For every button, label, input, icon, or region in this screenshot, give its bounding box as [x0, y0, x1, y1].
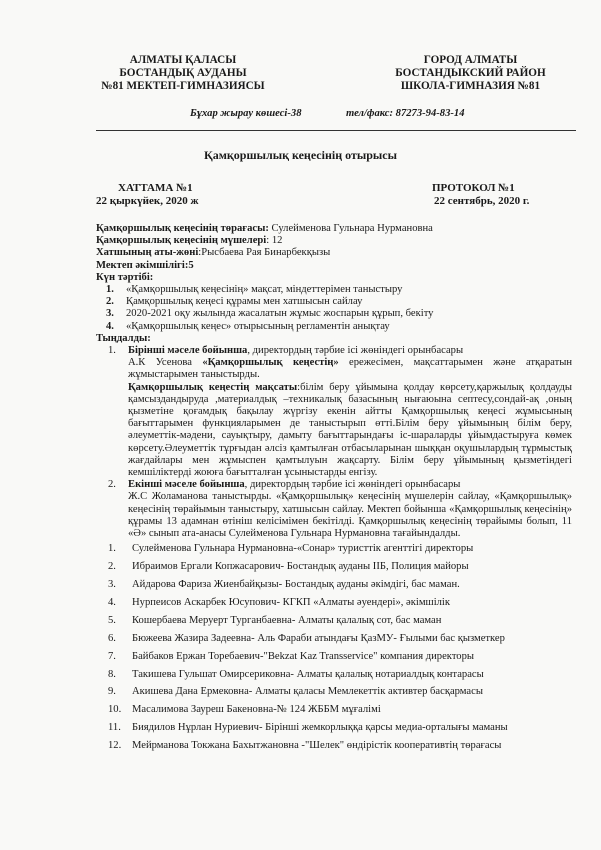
chair-label: Қамқоршылық кеңесінің төрағасы:: [96, 223, 269, 234]
members-label: Қамқоршылық кеңесінің мүшелері: [96, 235, 267, 247]
header-left: [98, 54, 268, 93]
list-item: 3. 2020-2021 оқу жылында жасалатын жұмыс жоспарын құрып, бекіту: [106, 308, 434, 320]
header-divider: [96, 130, 576, 131]
protocol-kz-label: ХАТТАМА №1: [118, 182, 193, 194]
list-item: 7. Байбаков Ержан Торебаевич-"Bekzat Kaz Transservice" компания директоры: [108, 650, 475, 662]
item2-body: Ж.С Жоламанова таныстырды. «Қамқоршылық» кеңесінің мүшелерін сайлау, «Қамқоршылық» кеңесінің төрайымын таныстыру, хатшысын сайлау. Мектеп бойынша «Қамқоршылық кеңесінің» құрамы 13 адамнан өтініш келісімімен бекітілді. Қамқоршылық кеңесінің төрайымы болып, 11 «Ә» сынып ата-анасы Сулейменова Гульнара Нурмановна тағайындалды.: [128, 491, 572, 540]
header-right-city: ГОРОД АЛМАТЫ: [423, 54, 518, 66]
list-item: 8. Такишева Гульшат Омирсериковна- Алматы қалалық нотариалдық контарасы: [108, 668, 484, 680]
header-right-district: БОСТАНДЫКСКИЙ РАЙОН: [395, 67, 546, 79]
chair-value: Сулейменова Гульнара Нурмановна: [268, 223, 433, 234]
admin-line: Мектеп әкімшілігі:5: [96, 259, 194, 271]
decision-list: [108, 345, 572, 540]
phone: тел/факс: 87273-94-83-14: [346, 108, 465, 119]
header-left-district: БОСТАНДЫҚ АУДАНЫ: [119, 67, 247, 79]
item1-lead: Бірінші мәселе бойынша, директордың тәрбие ісі жөніндегі орынбасары: [128, 345, 464, 357]
address: Бұхар жырау көшесі-38: [190, 108, 302, 119]
protocol-ru: [432, 182, 529, 208]
list-item: 10. Масалимова Зауреш Бакеновна-№ 124 ЖББМ мұғалімі: [108, 704, 381, 716]
protocol-body: [96, 223, 572, 758]
list-item: 5. Кошербаева Меруерт Турганбаевна- Алматы қалалық сот, бас маман: [108, 614, 442, 626]
agenda-label: Күн тәртібі:: [96, 271, 154, 283]
list-item: 11. Биядилов Нұрлан Нуриевич- Бірінші жемкорлыққа қарсы медиа-орталығы маманы: [108, 722, 508, 734]
list-item: 1. Сулейменова Гульнара Нурмановна-«Сонар» туристтік агенттігі директоры: [108, 543, 474, 555]
listened-label: Тыңдалды:: [96, 332, 151, 344]
list-item: 4. Нурпеисов Аскарбек Юсупович- КГКП «Алматы әуендері», әкімшілік: [108, 596, 451, 608]
decision-item-1: 1. Бірінші мәселе бойынша, директордың тәрбие ісі жөніндегі орынбасары А.К Усенова «Қамқоршылық кеңестің» ережесімен, мақсаттарымен және атқаратын жұмыстарымен таныстырды. Қамқоршылық кеңестің мақсаты:білім беру ұйымына қолдау көрсету,қаржылық қолдауды қамсыздандыруда ,материалдық –техникалық базасының нығаюына септесу,сондай-ақ ,оның қызметіне қоғамдық бақылау жүргізу екенін айтты Қамқоршылық кеңесі жұмысының бағыттарымен функцияларымен де таныстырып өтті.Білім беру ұйымының білім беру, әлеуметтік-мәдени, сауықтыру, дамыту бағыттарындағы іс-шараларды ұйымдастыруға көмек көрсету.Әлеуметтік тұрғыдан әлсіз қамтылған отбасыларынан шыққан оқушылардың тұрмыстық жағдайлары мен жұмыспен қамтылуын жақсарту. Білім беру ұйымының қызметіндегі кемшіліктерді жоюға бағытталған ұсыныстарды енгізу.: [108, 345, 573, 479]
protocol-ru-date: 22 сентябрь, 2020 г.: [434, 195, 530, 207]
page-title: Қамқоршылық кеңесінің отырысы: [204, 148, 397, 162]
decision-item-2: 2. Екінші мәселе бойынша, директордың тәрбие ісі жөніндегі орынбасары Ж.С Жоламанова таныстырды. «Қамқоршылық» кеңесінің мүшелерін сайлау, «Қамқоршылық» кеңесінің төрайымын таныстыру, хатшысын сайлау. Мектеп бойынша «Қамқоршылық кеңесінің» құрамы 13 адамнан өтініш келісімімен бекітілді. Қамқоршылық кеңесінің төрайымы болып, 11 «Ә» сынып ата-анасы Сулейменова Гульнара Нурмановна тағайындалды.: [108, 479, 572, 540]
agenda-list: [106, 284, 572, 333]
chair-line: [96, 223, 572, 235]
protocol-ru-label: ПРОТОКОЛ №1: [432, 182, 515, 194]
list-item: 12. Мейрманова Токжана Бахытжановна -"Шелек" өндірістік кооперативтің төрағасы: [108, 740, 502, 752]
item1-speaker: А.К Усенова «Қамқоршылық кеңестің» ережесімен, мақсаттарымен және атқаратын жұмыстарымен таныстырды.: [128, 357, 572, 381]
secretary-line: [96, 247, 572, 259]
secretary-label: Хатшының аты-жөні: [96, 247, 199, 259]
members-value: : 12: [266, 235, 283, 247]
members-list: [96, 543, 572, 752]
list-item: 6. Бюжеева Жазира Задеевна- Аль Фараби атындағы ҚазМУ- Ғылыми бас қызметкер: [108, 632, 505, 644]
list-item: 2. Ибраимов Ергали Копжасарович- Бостандық ауданы ІІБ, Полиция майоры: [108, 561, 469, 573]
item2-lead: Екінші мәселе бойынша, директордың тәрбие ісі жөніндегі орынбасары: [128, 479, 461, 491]
list-item: 2. Қамқоршылық кеңесі құрамы мен хатшысын сайлау: [106, 296, 363, 308]
list-item: 1. «Қамқоршылық кеңесінің» мақсат, міндеттерімен таныстыру: [106, 284, 403, 296]
protocol-kz-date: 22 қыркүйек, 2020 ж: [96, 195, 199, 207]
header-left-school: №81 МЕКТЕП-ГИМНАЗИЯСЫ: [101, 80, 265, 92]
secretary-value: :Рысбаева Рая Бинарбекқызы: [198, 247, 331, 259]
protocol-kz: [96, 182, 199, 208]
list-item: 4. «Қамқоршылық кеңес» отырысының регламентін анықтау: [106, 320, 390, 332]
list-item: 9. Акишева Дана Ермековна- Алматы қаласы Мемлекеттік активтер басқармасы: [108, 686, 483, 698]
item1-purpose: Қамқоршылық кеңестің мақсаты:білім беру ұйымына қолдау көрсету,қаржылық қолдауды қамсыздандыруда ,материалдық –техникалық базасының нығаюына септесу,сондай-ақ ,оның қызметіне қоғамдық бақылау жүргізу екенін айтты Қамқоршылық кеңесі жұмысының бағыттарымен функцияларымен де таныстырып өтті.Білім беру ұйымының білім беру, әлеуметтік-мәдени, сауықтыру, дамыту бағыттарындағы іс-шараларды ұйымдастыруға көмек көрсету.Әлеуметтік тұрғыдан әлсіз қамтылған отбасыларынан шыққан оқушылардың тұрмыстық жағдайлары мен жұмыспен қамтылуын жақсарту. Білім беру ұйымының қызметіндегі кемшіліктерді жоюға бағытталған ұсыныстарды енгізу.: [128, 381, 573, 479]
header-right-school: ШКОЛА-ГИМНАЗИЯ №81: [400, 80, 541, 92]
list-item: 3. Айдарова Фариза Жиенбайқызы- Бостандық ауданы әкімдігі, бас маман.: [108, 579, 460, 591]
members-line: [96, 235, 572, 247]
header-right: [378, 54, 563, 93]
header-left-city: АЛМАТЫ ҚАЛАСЫ: [129, 54, 237, 66]
